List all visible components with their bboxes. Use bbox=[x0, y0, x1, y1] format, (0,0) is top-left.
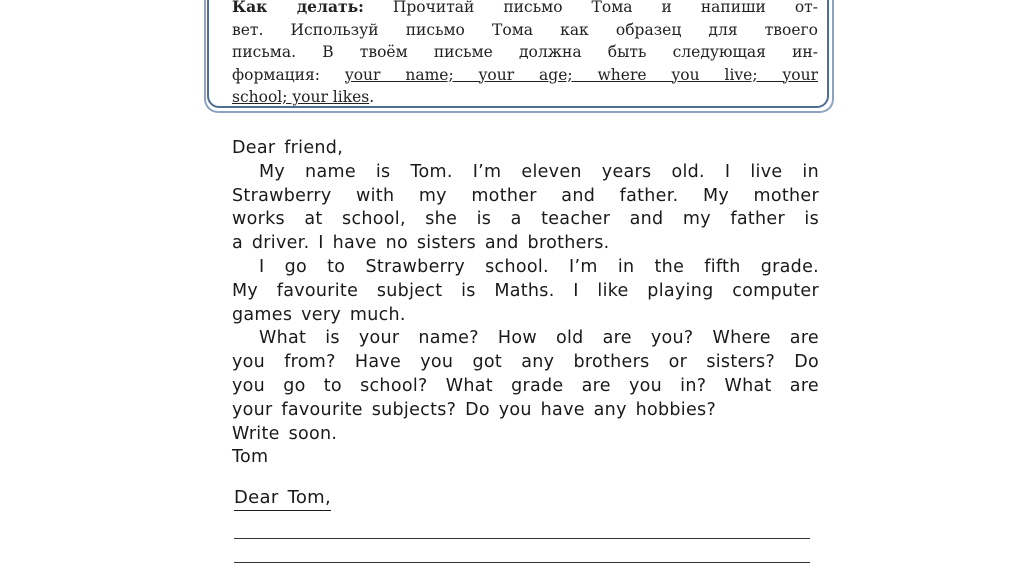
letter-line: you from? Have you got any brothers or sisters? Do bbox=[232, 352, 819, 373]
letter-line: My name is Tom. I’m eleven years old. I live in bbox=[259, 161, 819, 182]
instruction-info-items-cont: school; your likes bbox=[232, 88, 370, 106]
instruction-line-2: вет. Используй письмо Тома как образец для твоего bbox=[232, 20, 818, 39]
letter-greeting: Dear friend, bbox=[232, 138, 344, 158]
tom-letter bbox=[232, 137, 819, 470]
letter-line: My favourite subject is Maths. I like playing computer bbox=[232, 280, 819, 301]
letter-line: you go to school? What grade are you in? What are bbox=[232, 375, 819, 396]
instruction-line-1: Как делать: Прочитай письмо Тома и напиши от- bbox=[232, 0, 818, 19]
reply-greeting: Dear Tom, bbox=[234, 486, 331, 511]
writing-line[interactable] bbox=[234, 562, 810, 563]
instruction-line-4: формация: your name; your age; where you live; your bbox=[232, 65, 818, 84]
letter-line: Strawberry with my mother and father. My mother bbox=[232, 185, 819, 206]
writing-line[interactable] bbox=[234, 538, 810, 539]
letter-line: your favourite subjects? Do you have any hobbies? bbox=[232, 399, 717, 420]
letter-line: works at school, she is a teacher and my father is bbox=[232, 209, 819, 230]
letter-closing: Write soon. bbox=[232, 423, 338, 444]
instruction-text bbox=[232, 0, 818, 109]
instruction-line-5: school; your likes. bbox=[232, 88, 375, 106]
letter-line: What is your name? How old are you? Where are bbox=[259, 328, 819, 349]
letter-signature: Tom bbox=[232, 447, 269, 468]
letter-line: I go to Strawberry school. I’m in the fifth grade. bbox=[259, 256, 819, 277]
instruction-line-3: письма. В твоём письме должна быть следующая ин- bbox=[232, 43, 818, 61]
instruction-label: Как делать: bbox=[232, 0, 364, 16]
letter-line: games very much. bbox=[232, 304, 406, 325]
instruction-info-items: your name; your age; where you live; your bbox=[344, 65, 818, 84]
letter-line: a driver. I have no sisters and brothers. bbox=[232, 233, 610, 254]
